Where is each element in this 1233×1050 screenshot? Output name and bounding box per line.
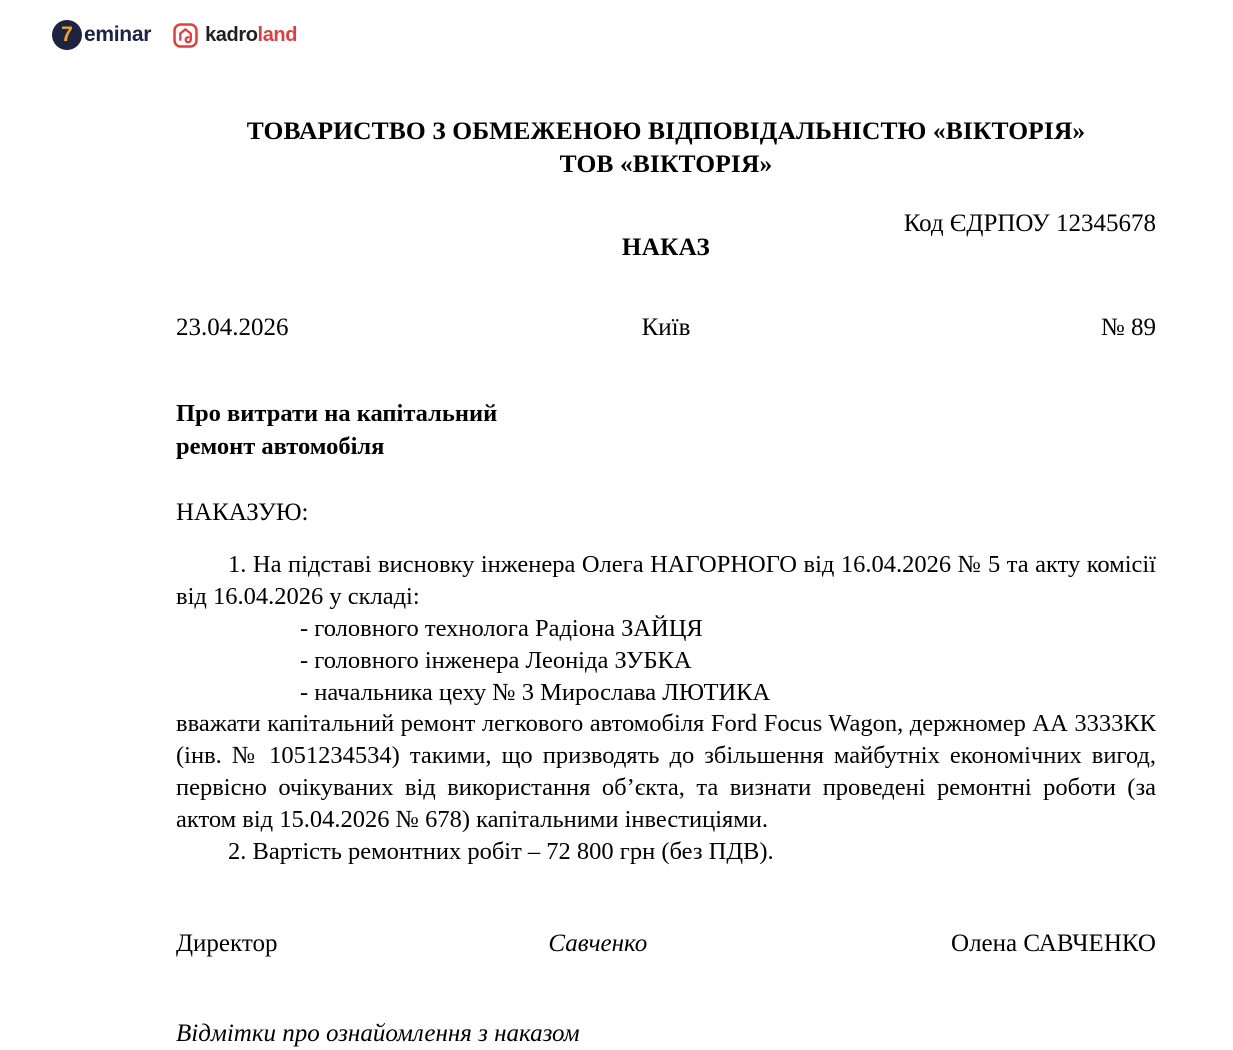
list-item: - начальника цеху № 3 Мирослава ЛЮТИКА: [300, 678, 771, 706]
seminar-wordmark: eminar: [84, 23, 152, 46]
seminar-digit: 7: [61, 22, 73, 46]
document-type-heading: НАКАЗ: [621, 234, 711, 261]
commission-members-list: [176, 613, 1156, 709]
clause-1-continuation: вважати капітальний ремонт легкового автомобіля Ford Focus Wagon, держномер АА 3333КК (інв. № 1051234534) такими, що призводять до збільшення майбутніх економічних вигод, первісно очікуваних від використання об’єкта, та визнати проведені ремонтні роботи (за актом від 15.04.2026 № 678) капітальними інвестиціями.: [176, 710, 1156, 833]
edrpou-code: Код ЄДРПОУ 12345678: [903, 210, 1156, 238]
subject-line-2: ремонт автомобіля: [176, 432, 385, 460]
kadroland-word-red: land: [257, 23, 298, 46]
acknowledgement-note: Відмітки про ознайомлення з наказом: [176, 1019, 580, 1047]
document-city: Київ: [641, 314, 691, 341]
list-item: - головного інженера Леоніда ЗУБКА: [300, 646, 692, 674]
organization-name-full: ТОВАРИСТВО З ОБМЕЖЕНОЮ ВІДПОВІДАЛЬНІСТЮ «ВІКТОРІЯ»: [246, 116, 1086, 145]
signature-mark: Савченко: [548, 929, 648, 957]
clause-1-intro: 1. На підставі висновку інженера Олега НАГОРНОГО від 16.04.2026 № 5 та акту комісії від 16.04.2026 у складі:: [176, 551, 1156, 610]
document-meta-row: [176, 314, 1156, 342]
subject-line-1: Про витрати на капітальний: [176, 400, 498, 427]
document-subject: [176, 398, 1156, 463]
kadroland-word-dark: kadro: [205, 23, 258, 46]
list-item: - головного технолога Радіона ЗАЙЦЯ: [300, 614, 703, 642]
document-number: № 89: [1100, 314, 1156, 341]
document-body: [176, 0, 1156, 1048]
signature-row: [176, 930, 1156, 958]
signatory-name: Олена САВЧЕНКО: [951, 929, 1156, 957]
signatory-role: Директор: [176, 929, 278, 957]
organization-name-short: ТОВ «ВІКТОРІЯ»: [559, 148, 773, 178]
document-date: 23.04.2026: [176, 314, 289, 341]
organization-title: [176, 115, 1156, 180]
command-heading: НАКАЗУЮ:: [176, 499, 309, 527]
clause-2: 2. Вартість ремонтних робіт – 72 800 грн (без ПДВ).: [228, 837, 774, 865]
